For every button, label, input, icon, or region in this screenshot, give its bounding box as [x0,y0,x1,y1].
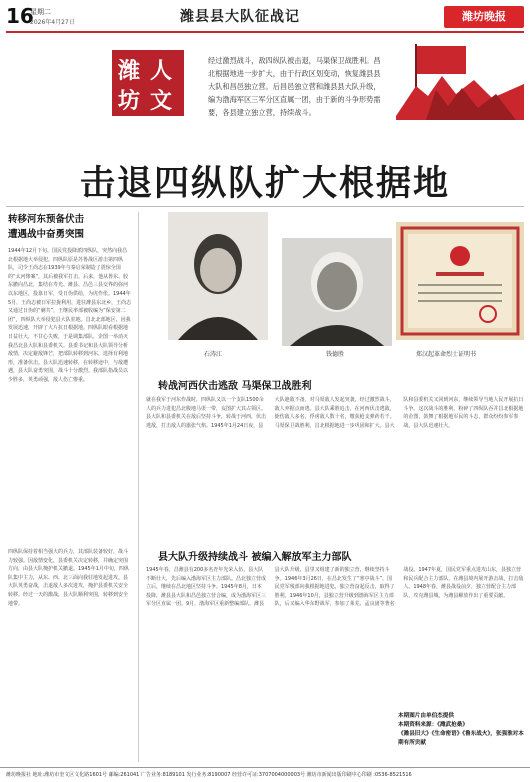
portrait-photo-2 [282,238,392,346]
certificate-photo [396,222,524,340]
section-3-title: 县大队升级持续战斗 被编入解放军主力部队 [158,552,352,563]
flag [416,46,466,74]
seal [450,246,470,266]
newspaper-logo: 潍坊晚报 [444,6,524,28]
portrait-photo-1 [168,212,268,340]
issue-date: 2026年4月27日 [30,19,75,26]
headline: 击退四纵队扩大根据地 [79,164,450,204]
column-title: 潍县县大队征战记 [180,9,300,25]
sources-heading: 本期图片由单伯杰提供 [398,713,454,719]
photo-caption-1: 石涛江 [204,351,223,358]
section-3-body: 1945年春，昌潍县有200多名青年光荣入伍，县大队不断壮大，先后编入渤海军区主力部队。昌北独立营成立后，继续在昌北地区坚持斗争。1945年8月，日本投降，潍县县大队和昌邑独立营合编，成为渤海军区三军分区直属一团。9月，渤海军区重新整编部队，潍县县大队升级，县里又组建了新的独立营，继续坚持斗争。1946年3月26日，在昌北发生了“寒亭战斗”，国民党军残部向我根据地进犯，独立营奋起反击，取得了胜利。1946年10月，县独立营升级到渤海军区主力部队，后又编入华东野战军，参加了莱芜、孟良崮等著名战役。1947年夏，国民党军重点进攻山东，县独立营和民兵配合主力部队，在潍县境内展开游击战，打击敌人。1948年春，潍县战役前夕，独立营配合主力部队，攻克潍县城，为潍县解放作出了重要贡献。 [146,567,524,608]
intro-text: 经过激烈战斗，敌四纵队被击退，马渠保卫战胜利。昌北根据地进一步扩大，由于行政区划变动，恢复潍县县大队和昌邑独立营。后昌邑独立营和潍县县大队升级，编为渤海军区三军分区直属一团，由于新的斗争形势需要，各县建立独立营，持续战斗。 [208,56,381,117]
body-column-1b: 四纵队保持着相当强大的兵力，其部队装备较好，战斗力较强。因敌情变化，县委机关决定转移，并确定突围方向，由县大队掩护机关撤退。1945年1月中旬，四纵队集中主力，从东、西、北三面向我驻地发起进攻。县大队英勇奋战，击退敌人多次进攻，掩护县委机关安全转移。经过一天的激战，县大队顺利突围，转移到安全地带。 [8,549,129,607]
photo-caption-2: 钱德胜 [326,351,345,358]
soldiers-flag-illustration [396,36,524,120]
photo-caption-3: 郑汉起革命烈士证明书 [416,351,477,358]
subtitle-2: 遭遇战中奋勇突围 [8,229,85,240]
sources-line-1: 本期资料来源：《潍武抢桑》 [398,722,468,728]
page-number: 16 [6,4,34,28]
badge-char: 人 [150,58,173,84]
footer: 潍坊晚报社 地址:潍坊市奎文区文化路1601号 邮编:261041 广告业务:8189101 发行业务:8190007 经营许可证:3707004000003号 潍坊市新闻出版印刷中心印刷 :0536-8521516 [6,772,412,778]
badge-char: 坊 [118,88,141,114]
section-2-body: 就在我军于河东作战时，四纵队又以一个支队1500余人的兵力进犯昌北腹地马渠一带，妄图扩大其占领区。县大队和县委机关在敌后坚持斗争，转战于河西，伏击逃敌，打击敌人的嚣张气焰。1945年1月24日夜，县大队趁敌不备，对马渠敌人发起突袭，经过激烈战斗，敌人弃据点而逃。县大队乘胜追击，在河西伏击逃敌，毙伤敌人多名，俘虏敌人数十名，缴获枪支弹药若干。马渠保卫战胜利，昌北根据地进一步巩固和扩大。县大队和县委机关又回到河东，继续领导当地人民开展抗日斗争。这次战斗的胜利，粉碎了四纵队吞并昌北根据地的企图，鼓舞了根据地军民的斗志，群众纷纷参军参战，县大队迅速壮大。 [146,397,524,429]
body-column-1: 1944年12月下旬，国民党投降派四纵队，突然向我昌北根据地大举侵犯。四纵队原是苏鲁战区游击第四纵队，司令王尚志在1939年与秦启荣制造了震惊全国的“太河惨案”，其后被我军打击，后来，他从鲁东、胶东撤向昌北，集结在寿光、潍县、昌邑三县交界的弥河以东地区，投靠日军，受日伪供给，为虎作伥。1944年5月，王尚志被日军拉拢利用，进驻潍县东北乡，王尚志又通过日伪的“剿共”，王继民率部被收编为“保安第二团”，四纵队大举侵犯县大队驻地。昌北北部地区，因我发展迅速，开辟了大片抗日根据地。四纵队眼看根据地日益壮大，不甘心失败，于是调集部队，企图一举消灭我昌北县大队和县委机关。县委书记和县大队领导分析敌情，决定避敌锋芒，把部队转移到河东，选择有利地形，准备伏击。县大队迅速转移，在转移途中，与敌遭遇，县大队奋勇突围，战斗十分激烈。我部队指战员以少胜多，英勇顽强，敌人伤亡惨重。 [8,248,132,383]
section-2-title: 转战河西伏击逃敌 马渠保卫战胜利 [158,381,312,392]
header-divider [6,31,524,33]
badge-char: 文 [150,88,173,114]
badge-char: 潍 [118,58,141,84]
column-badge [112,50,184,116]
footer-divider [0,767,530,768]
sources-line-2: 《潍县旧大》《生命密语》《鲁东战火》，张强淮对本期有所贡献 [398,731,524,746]
subtitle-1: 转移河东预备伏击 [8,214,85,225]
weekday: 星期二 [30,8,51,16]
